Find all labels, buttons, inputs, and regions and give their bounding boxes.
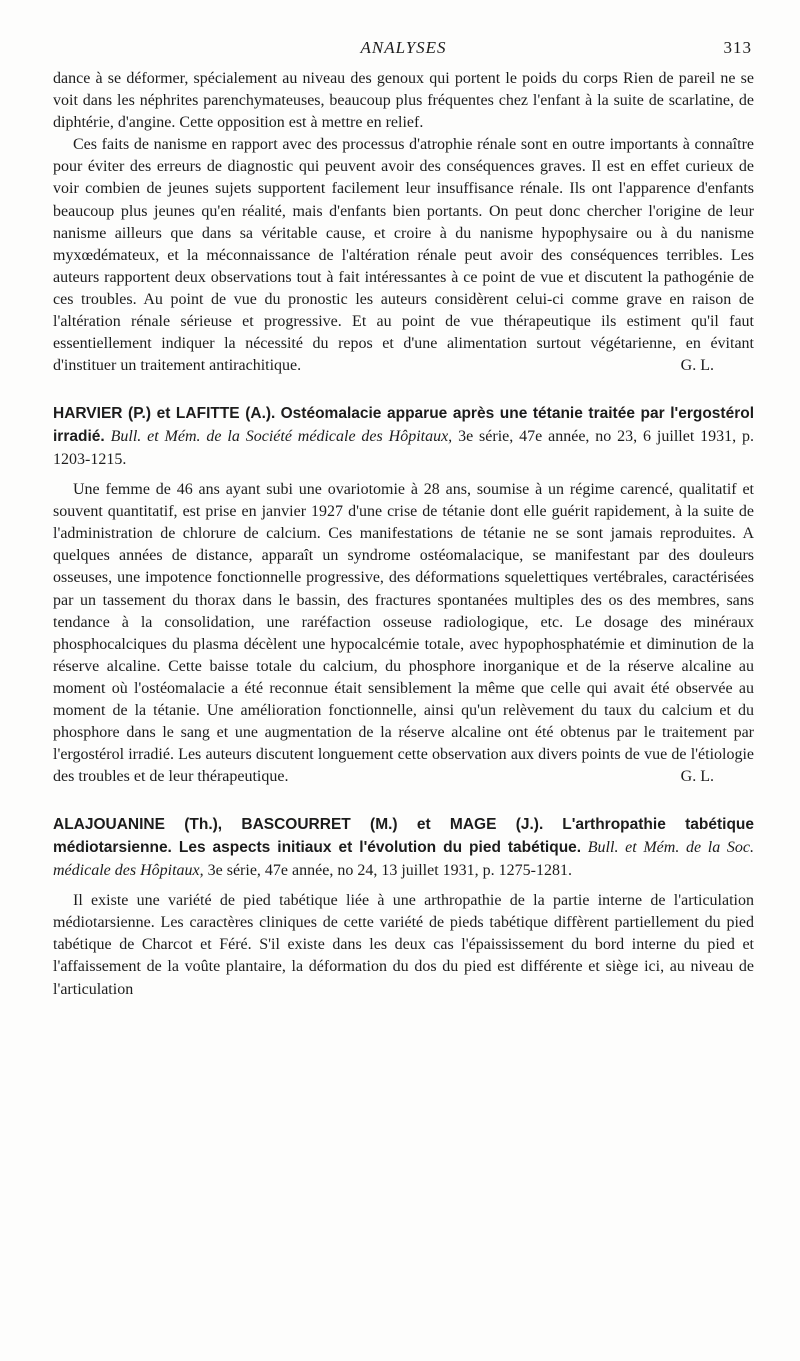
entry-citation: 3e série, 47e année, no 23, 6 juillet 1931, p. 1203-1215.: [53, 427, 755, 468]
entry-body: [53, 479, 754, 788]
running-title: ANALYSES: [360, 38, 447, 57]
entry-title: L'arthropathie tabétique médiotarsienne. Les aspects initiaux et l'évolution du pied tabétique.: [53, 816, 755, 856]
intro-paragraph-2: [53, 134, 754, 377]
entry-authors: ALAJOUANINE (Th.), BASCOURRET (M.) et MAGE (J.).: [53, 816, 544, 834]
entry-heading: [53, 814, 754, 882]
entry-authors: HARVIER (P.) et LAFITTE (A.).: [53, 405, 276, 423]
entry-journal: Bull. et Mém. de la Soc. médicale des Hôpitaux,: [53, 839, 755, 879]
intro-paragraph-1: dance à se déformer, spécialement au niveau des genoux qui portent le poids du corps Rien de pareil ne se voit dans les néphrites parenchymateuses, beaucoup plus fréquentes chez l'enfant à la suite de scarlatine, de diphtérie, d'angine. Cette opposition est à mettre en relief.: [53, 70, 754, 132]
entry-body: [53, 890, 754, 1000]
entry-body-text: Une femme de 46 ans ayant subi une ovariotomie à 28 ans, soumise à un régime carencé, qualitatif et souvent quantitatif, est prise en janvier 1927 d'une crise de tétanie dont elle guérit rapidement, à la suite de l'administration de chlorure de calcium. Ces manifestations de tétanie ne se sont jamais reproduites. A quelques années de distance, apparaît un syndrome ostéomalacique, se manifestant par des douleurs osseuses, une impotence fonctionnelle progressive, des déformations squelettiques vertébrales, caractérisées par un tassement du thorax dans le bassin, des fractures spontanées multiples des os des membres, sans tendance à la consolidation, une raréfaction osseuse radiologique, etc. Le dosage des minéraux phosphocalciques du plasma décèlent une hypocalcémie totale, avec hypophosphatémie et diminution de la réserve alcaline. Cette baisse totale du calcium, du phosphore inorganique et de la réserve alcaline au moment où l'ostéomalacie a été reconnue était sensiblement la même que celle qui avait été observée au moment de la tétanie. Une amélioration fonctionnelle, ainsi qu'un relèvement du taux du calcium et du phosphore dans le sang et une augmentation de la réserve alcaline ont été obtenus par le traitement par l'ergostérol irradié. Les auteurs discutent longuement cette observation aux divers points de vue de l'étiologie des troubles et de leur thérapeutique.: [53, 481, 754, 786]
signature: G. L.: [680, 768, 714, 786]
signature: G. L.: [680, 357, 714, 375]
page-number: 313: [723, 38, 752, 57]
entry-citation: 3e série, 47e année, no 24, 13 juillet 1931, p. 1275-1281.: [207, 861, 572, 879]
entry-journal: Bull. et Mém. de la Société médicale des Hôpitaux,: [110, 427, 453, 445]
entry-body-text: Il existe une variété de pied tabétique liée à une arthropathie de la partie interne de l'articulation médiotarsienne. Les caractères cliniques de cette variété de pieds tabétique diffèrent partiellement du pied tabétique de Charcot et Féré. S'il existe dans les deux cas l'épaississement du bord interne du pied et l'affaissement de la voûte plantaire, la déformation du dos du pied est différente et siège ici, au niveau de l'articulation: [53, 892, 754, 998]
intro-paragraph-2-text: Ces faits de nanisme en rapport avec des processus d'atrophie rénale sont en outre importants à connaître pour éviter des erreurs de diagnostic qui peuvent avoir des conséquences graves. Il est en effet curieux de voir combien de jeunes sujets supportent facilement leur insuffisance rénale. Ils ont l'apparence d'enfants beaucoup plus jeunes qu'en réalité, mais d'enfants bien portants. On peut donc chercher l'origine de leur nanisme ailleurs que dans sa véritable cause, et croire à du nanisme hypophysaire ou à du nanisme myxœdémateux, et la méconnaissance de l'altération rénale peut avoir des conséquences terribles. Les auteurs rapportent deux observations tout à fait intéressantes à ce point de vue et discutent la pathogénie de ces troubles. Au point de vue du pronostic les auteurs considèrent celui-ci comme grave en raison de l'altération rénale sérieuse et progressive. Et au point de vue thérapeutique ils estiment qu'il faut essentiellement indiquer la nécessité du repos et d'une alimentation surtout végétarienne, en évitant d'instituer un traitement antirachitique.: [53, 136, 754, 375]
running-header: [53, 38, 754, 68]
entry-heading: [53, 403, 754, 471]
entry-title: Ostéomalacie apparue après une tétanie traitée par l'ergostérol irradié.: [53, 405, 754, 445]
